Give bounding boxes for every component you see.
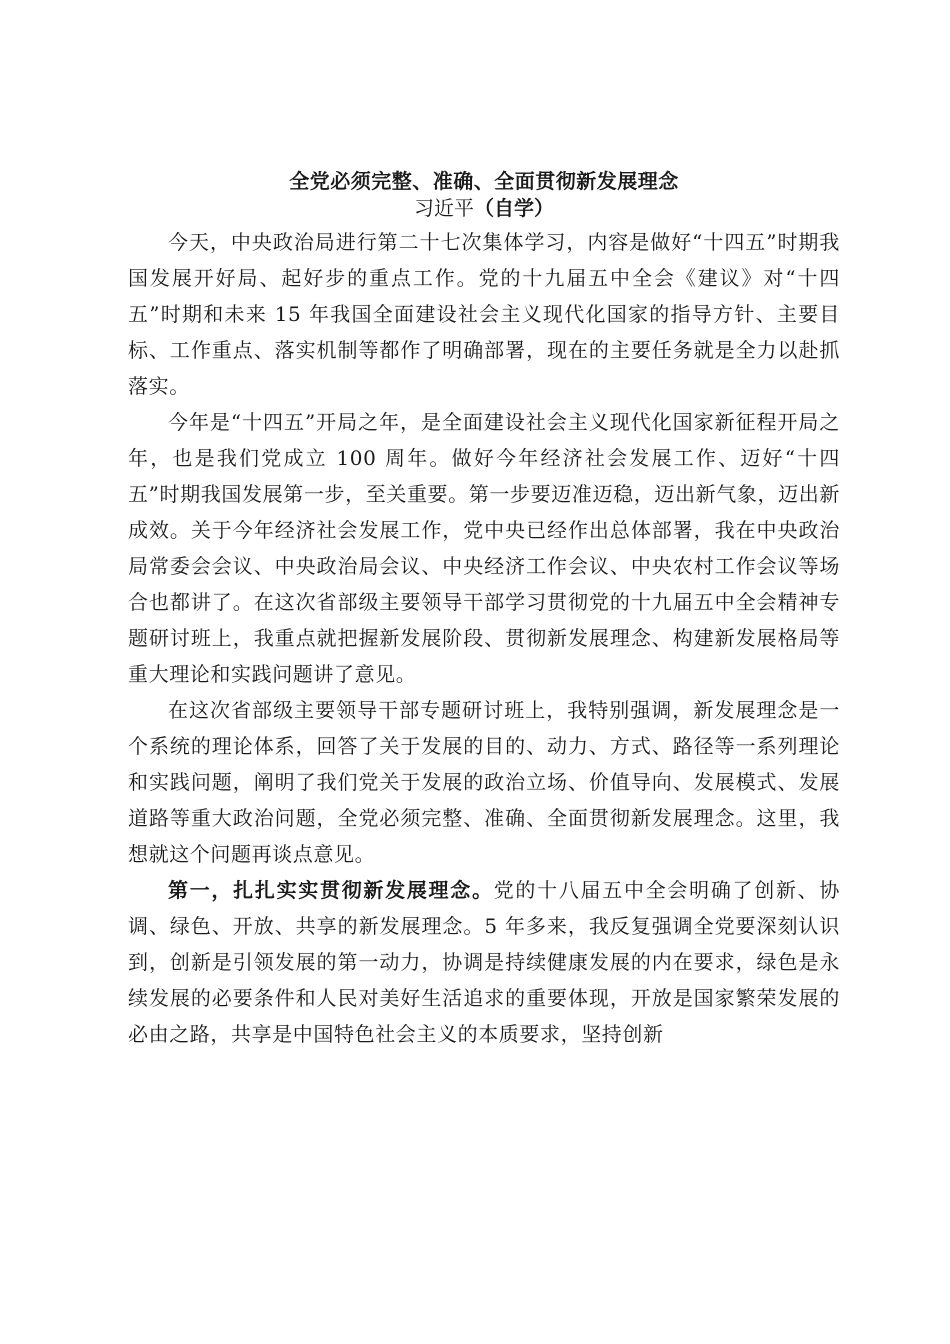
paragraph-text: 今年是“十四五”开局之年，是全面建设社会主义现代化国家新征程开局之年，也是我们党成立 100 周年。做好今年经济社会发展工作、迈好“十四五”时期我国发展第一步，至关重要。第一步要迈准迈稳，迈出新气象，迈出新成效。关于今年经济社会发展工作，党中央已经作出总体部署，我在中央政治局常委会会议、中央政治局会议、中央经济工作会议、中央农村工作会议等场合也都讲了。在这次省部级主要领导干部学习贯彻党的十九届五中全会精神专题研讨班上，我重点就把握新发展阶段、贯彻新发展理念、构建新发展格局等重大理论和实践问题讲了意见。 (128, 410, 840, 686)
paragraph (128, 692, 840, 872)
paragraph-lead-heading: 第一，扎扎实实贯彻新发展理念。 (168, 878, 494, 902)
document-page (128, 166, 840, 1052)
paragraph (128, 224, 840, 404)
paragraph (128, 404, 840, 692)
paragraph-text: 今天，中央政治局进行第二十七次集体学习，内容是做好“十四五”时期我国发展开好局、起好步的重点工作。党的十九届五中全会《建议》对“十四五”时期和未来 15 年我国全面建设社会主义现代化国家的指导方针、主要目标、工作重点、落实机制等都作了明确部署，现在的主要任务就是全力以赴抓落实。 (128, 230, 840, 398)
paragraph (128, 872, 840, 1052)
author-name: 习近平 (414, 196, 474, 220)
author-line (128, 196, 840, 220)
paragraph-text: 党的十八届五中全会明确了创新、协调、绿色、开放、共享的新发展理念。5 年多来，我反复强调全党要深刻认识到，创新是引领发展的第一动力，协调是持续健康发展的内在要求，绿色是永续发展的必要条件和人民对美好生活追求的重要体现，开放是国家繁荣发展的必由之路，共享是中国特色社会主义的本质要求，坚持创新 (128, 878, 840, 1046)
author-note: （自学） (474, 196, 554, 220)
paragraph-text: 在这次省部级主要领导干部专题研讨班上，我特别强调，新发展理念是一个系统的理论体系，回答了关于发展的目的、动力、方式、路径等一系列理论和实践问题，阐明了我们党关于发展的政治立场、价值导向、发展模式、发展道路等重大政治问题，全党必须完整、准确、全面贯彻新发展理念。这里，我想就这个问题再谈点意见。 (128, 698, 840, 866)
document-title: 全党必须完整、准确、全面贯彻新发展理念 (289, 169, 679, 193)
